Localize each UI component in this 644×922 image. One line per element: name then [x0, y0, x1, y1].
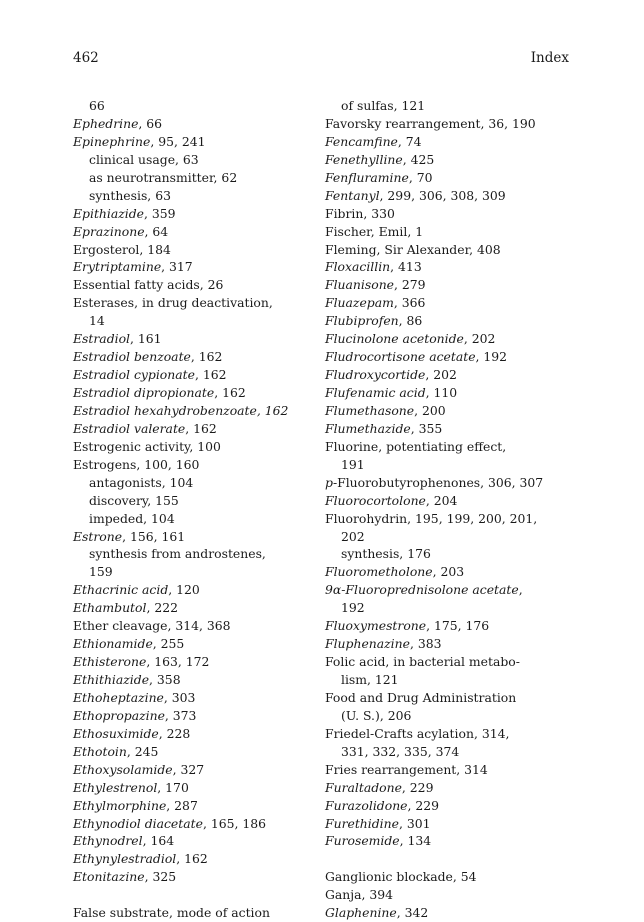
index-entry — [325, 904, 575, 922]
index-subentry — [73, 97, 329, 115]
index-page-refs: , 342 — [396, 905, 429, 921]
index-entry — [73, 653, 329, 671]
index-term: Fencamfine — [325, 133, 398, 149]
index-term: Ethotoin — [73, 743, 127, 759]
index-entry — [325, 832, 575, 850]
running-head-title: Index — [530, 50, 569, 66]
index-subentry — [325, 528, 575, 546]
index-term: Floxacillin — [325, 259, 391, 275]
index-page-refs: , 413 — [390, 259, 422, 275]
index-term: Ether cleavage, 314, 368 — [73, 618, 231, 634]
index-term: False substrate, mode of action — [73, 905, 270, 921]
index-term: synthesis, 63 — [89, 187, 171, 203]
index-term: Fentanyl — [325, 187, 380, 203]
index-page-refs: , 156, 161 — [122, 528, 186, 544]
index-term: Ethylmorphine — [73, 797, 167, 813]
index-term: Estradiol cypionate — [73, 367, 195, 383]
index-subentry — [73, 510, 329, 528]
index-entry — [73, 707, 329, 725]
index-subentry — [325, 671, 575, 689]
index-entry — [325, 886, 575, 904]
index-page-refs: , 301 — [398, 815, 431, 831]
index-entry — [73, 420, 329, 438]
index-term: Esterases, in drug deactivation, — [73, 295, 273, 311]
index-subentry — [325, 97, 575, 115]
page-number: 462 — [73, 50, 99, 66]
index-page-refs: , 162 — [190, 349, 223, 365]
index-term: discovery, 155 — [89, 492, 179, 508]
index-term: impeded, 104 — [89, 510, 175, 526]
index-entry — [325, 402, 575, 420]
index-entry — [325, 133, 575, 151]
index-subentry — [73, 187, 329, 205]
index-term: 9α-Fluoroprednisolone acetate — [325, 582, 519, 598]
index-entry — [73, 815, 329, 833]
index-page-refs: , 325 — [144, 869, 177, 885]
index-term: Fibrin, 330 — [325, 205, 395, 221]
index-page-refs: , 355 — [410, 420, 443, 436]
index-page-refs: , 64 — [144, 223, 169, 239]
index-term: Flufenamic acid — [325, 385, 426, 400]
index-term: Estradiol — [73, 331, 131, 347]
index-entry — [325, 115, 575, 133]
index-entry — [73, 241, 329, 259]
index-term: Ethacrinic acid — [73, 582, 169, 598]
index-entry — [325, 725, 575, 743]
index-term: Ganglionic blockade, 54 — [325, 869, 477, 885]
index-entry — [325, 761, 575, 779]
index-term: Fluorohydrin, 195, 199, 200, 201, — [325, 510, 538, 526]
index-term: Ethionamide — [73, 636, 153, 652]
index-term: Furaltadone — [325, 779, 402, 795]
index-term: Ethosuximide — [73, 725, 159, 741]
index-term: Ethithiazide — [73, 672, 150, 687]
index-entry — [325, 438, 575, 456]
index-term: Fischer, Emil, 1 — [325, 223, 424, 239]
index-section-gap — [73, 886, 329, 904]
index-page-refs: , 162 — [214, 385, 246, 400]
index-term: 66 — [89, 98, 105, 113]
index-page-refs: , 228 — [158, 725, 191, 741]
index-term: Estradiol benzoate — [73, 349, 191, 365]
index-term: lism, 121 — [341, 672, 399, 687]
index-page-refs: , 164 — [142, 833, 175, 849]
index-term: Flucinolone acetonide — [325, 331, 464, 347]
index-page-refs: , 303 — [163, 689, 196, 705]
index-term: Folic acid, in bacterial metabo- — [325, 654, 520, 670]
index-page-refs: , 170 — [157, 779, 189, 795]
index-page-refs: , 162 — [185, 420, 217, 436]
index-subentry — [325, 707, 575, 725]
index-term: Ergosterol, 184 — [73, 241, 171, 257]
index-page-refs: , 255 — [152, 636, 185, 652]
index-page-refs: , 202 — [463, 331, 496, 347]
index-term: 202 — [341, 528, 365, 544]
index-subentry — [73, 492, 329, 510]
index-page-refs: , 175, 176 — [426, 618, 490, 634]
index-term: Ganja, 394 — [325, 887, 394, 903]
index-term: 191 — [341, 456, 365, 472]
index-entry — [325, 276, 575, 294]
index-entry — [73, 528, 329, 546]
index-subentry — [73, 169, 329, 187]
index-page-refs: , 229 — [407, 797, 440, 813]
index-term: Fenfluramine — [325, 169, 409, 185]
index-subentry — [73, 545, 329, 563]
index-entry — [73, 797, 329, 815]
index-term: Furosemide — [325, 833, 400, 849]
index-page-refs: , 134 — [399, 833, 432, 849]
index-subentry — [73, 312, 329, 330]
index-term: Flumethazide — [325, 420, 411, 436]
index-entry — [325, 366, 575, 384]
index-term: Fludrocortisone acetate — [325, 349, 476, 365]
index-term: Estradiol dipropionate — [73, 385, 215, 400]
index-page-refs: , 317 — [161, 259, 193, 275]
index-entry — [73, 294, 329, 312]
index-column-right — [325, 97, 575, 922]
index-entry — [325, 241, 575, 259]
index-page-refs: , 74 — [397, 133, 422, 149]
index-term: synthesis from androstenes, — [89, 546, 266, 562]
index-term: Flubiprofen — [325, 313, 399, 329]
index-page-refs: , 245 — [126, 743, 159, 759]
index-entry — [73, 599, 329, 617]
index-entry — [325, 617, 575, 635]
index-term: Fries rearrangement, 314 — [325, 761, 488, 777]
index-subentry — [325, 743, 575, 761]
index-term: Fluorocortolone — [325, 492, 426, 508]
index-entry — [73, 258, 329, 276]
index-subentry — [73, 563, 329, 581]
index-page-refs: , 279 — [394, 277, 426, 293]
index-term: Fenethylline — [325, 151, 403, 167]
index-entry — [325, 868, 575, 886]
index-entry — [73, 904, 329, 922]
index-term: Estrogens, 100, 160 — [73, 456, 200, 472]
index-page-refs: , 204 — [425, 492, 458, 508]
index-entry — [325, 492, 575, 510]
index-page-refs: , 110 — [425, 385, 458, 400]
index-term: Erytriptamine — [73, 259, 162, 275]
index-term: Etonitazine — [73, 869, 145, 885]
index-term: synthesis, 176 — [341, 546, 431, 562]
index-entry — [73, 205, 329, 223]
index-term: Estradiol valerate — [73, 420, 186, 436]
index-entry — [325, 474, 575, 492]
index-term: Ethoheptazine — [73, 689, 164, 705]
index-entry — [73, 868, 329, 886]
index-page-refs: , 70 — [408, 169, 433, 185]
index-entry — [325, 384, 575, 402]
index-entry — [73, 779, 329, 797]
index-page-refs: , 165, 186 — [202, 815, 266, 831]
index-entry — [73, 671, 329, 689]
index-term: Ethoxysolamide — [73, 761, 173, 777]
index-term: Essential fatty acids, 26 — [73, 277, 224, 293]
index-term: Glaphenine — [325, 905, 397, 921]
index-subentry — [325, 599, 575, 617]
index-term: 331, 332, 335, 374 — [341, 743, 460, 759]
index-term: 192 — [341, 600, 365, 616]
index-term: Friedel-Crafts acylation, 314, — [325, 725, 510, 741]
index-entry — [73, 438, 329, 456]
index-term: Eprazinone — [73, 223, 145, 239]
index-subentry — [325, 545, 575, 563]
index-page-refs: , 229 — [401, 779, 434, 795]
index-entry — [73, 743, 329, 761]
index-term: 14 — [89, 313, 105, 329]
index-page-refs: , 383 — [409, 636, 442, 652]
index-term: Fluoxymestrone — [325, 618, 427, 634]
index-page-refs: , 327 — [172, 761, 205, 777]
index-term: Fluorometholone — [325, 564, 433, 580]
index-entry — [73, 115, 329, 133]
index-page-refs: , 161 — [130, 331, 162, 347]
index-term: Ethynodiol diacetate — [73, 815, 203, 831]
index-entry — [325, 420, 575, 438]
index-entry — [325, 653, 575, 671]
index-term: (U. S.), 206 — [341, 707, 412, 723]
index-entry — [73, 689, 329, 707]
index-term: Estrone — [73, 528, 123, 544]
index-entry — [73, 330, 329, 348]
index-entry — [325, 779, 575, 797]
index-entry — [325, 797, 575, 815]
index-entry — [73, 832, 329, 850]
index-entry — [73, 725, 329, 743]
index-entry — [73, 366, 329, 384]
index-subentry — [325, 456, 575, 474]
index-page-refs: , 373 — [164, 707, 197, 723]
index-term: Estrogenic activity, 100 — [73, 438, 221, 454]
index-page-refs: , 202 — [425, 367, 457, 383]
index-page-refs: , 299, 306, 308, 309 — [379, 187, 506, 203]
index-term: Furazolidone — [325, 797, 408, 813]
index-subentry — [73, 151, 329, 169]
index-term: clinical usage, 63 — [89, 151, 199, 167]
index-entry — [325, 312, 575, 330]
index-entry — [325, 348, 575, 366]
index-term: as neurotransmitter, 62 — [89, 169, 238, 185]
index-term: Fluazepam — [325, 295, 394, 311]
index-entry — [325, 151, 575, 169]
index-term: Fludroxycortide — [325, 367, 426, 383]
index-term: Favorsky rearrangement, 36, 190 — [325, 115, 536, 131]
index-entry — [73, 850, 329, 868]
index-page-refs: , 120 — [168, 582, 200, 598]
index-entry — [325, 258, 575, 276]
index-page-refs: , 162 — [176, 851, 208, 867]
index-term: Epithiazide — [73, 205, 145, 221]
index-term: Estradiol hexahydrobenzoate, 162 — [73, 402, 289, 418]
index-page-refs: , 287 — [166, 797, 198, 813]
index-entry — [325, 330, 575, 348]
index-term: Fluanisone — [325, 277, 395, 293]
index-entry — [325, 510, 575, 528]
index-term: Ethynodrel — [73, 833, 143, 849]
index-term: p — [325, 474, 333, 490]
index-page-refs: , 358 — [149, 672, 181, 687]
index-entry — [73, 581, 329, 599]
index-page-refs: , 359 — [144, 205, 176, 221]
index-page-refs: , 162 — [194, 367, 227, 383]
index-entry — [73, 384, 329, 402]
index-page-refs: , 192 — [475, 349, 508, 365]
index-entry — [325, 689, 575, 707]
index-entry — [325, 205, 575, 223]
index-term: 159 — [89, 564, 113, 580]
index-page-refs: , 163, 172 — [146, 654, 210, 670]
index-entry — [325, 563, 575, 581]
index-entry — [325, 187, 575, 205]
index-term: Fluorine, potentiating effect, — [325, 438, 507, 454]
index-entry — [325, 169, 575, 187]
index-column-left — [73, 97, 329, 922]
index-page-refs: , 86 — [398, 313, 423, 329]
index-page-refs: , 203 — [432, 564, 465, 580]
index-term: Fluphenazine — [325, 636, 410, 652]
index-term: Fleming, Sir Alexander, 408 — [325, 241, 501, 257]
index-term: Furethidine — [325, 815, 399, 831]
index-page-refs: , 66 — [138, 115, 163, 131]
index-entry — [73, 761, 329, 779]
index-page-refs: -Fluorobutyrophenones, 306, 307 — [332, 474, 544, 490]
index-page-refs: , 222 — [146, 600, 178, 616]
index-entry — [73, 402, 329, 420]
index-page-refs: , 200 — [414, 402, 446, 418]
index-page-refs: , 366 — [393, 295, 426, 311]
index-term: antagonists, 104 — [89, 474, 194, 490]
index-term: Ethambutol — [73, 600, 147, 616]
index-entry — [73, 635, 329, 653]
index-entry — [73, 456, 329, 474]
index-term: Ethylestrenol — [73, 779, 158, 795]
index-entry — [325, 581, 575, 599]
index-term: Food and Drug Administration — [325, 689, 517, 705]
index-term: Ethopropazine — [73, 707, 165, 723]
index-term: Ethisterone — [73, 654, 147, 670]
index-entry — [73, 617, 329, 635]
index-entry — [73, 348, 329, 366]
index-page-refs: , 425 — [402, 151, 435, 167]
index-term: Flumethasone — [325, 402, 415, 418]
index-entry — [325, 635, 575, 653]
index-entry — [325, 294, 575, 312]
page-header — [0, 50, 644, 72]
index-term: Ethynylestradiol — [73, 851, 177, 867]
index-section-gap — [325, 850, 575, 868]
index-entry — [73, 276, 329, 294]
index-page-refs: , — [518, 582, 523, 598]
index-term: of sulfas, 121 — [341, 98, 426, 113]
index-entry — [73, 133, 329, 151]
index-entry — [325, 223, 575, 241]
index-term: Epinephrine — [73, 133, 151, 149]
index-page-refs: , 95, 241 — [150, 133, 206, 149]
index-entry — [73, 223, 329, 241]
index-entry — [325, 815, 575, 833]
index-term: Ephedrine — [73, 115, 139, 131]
index-subentry — [73, 474, 329, 492]
